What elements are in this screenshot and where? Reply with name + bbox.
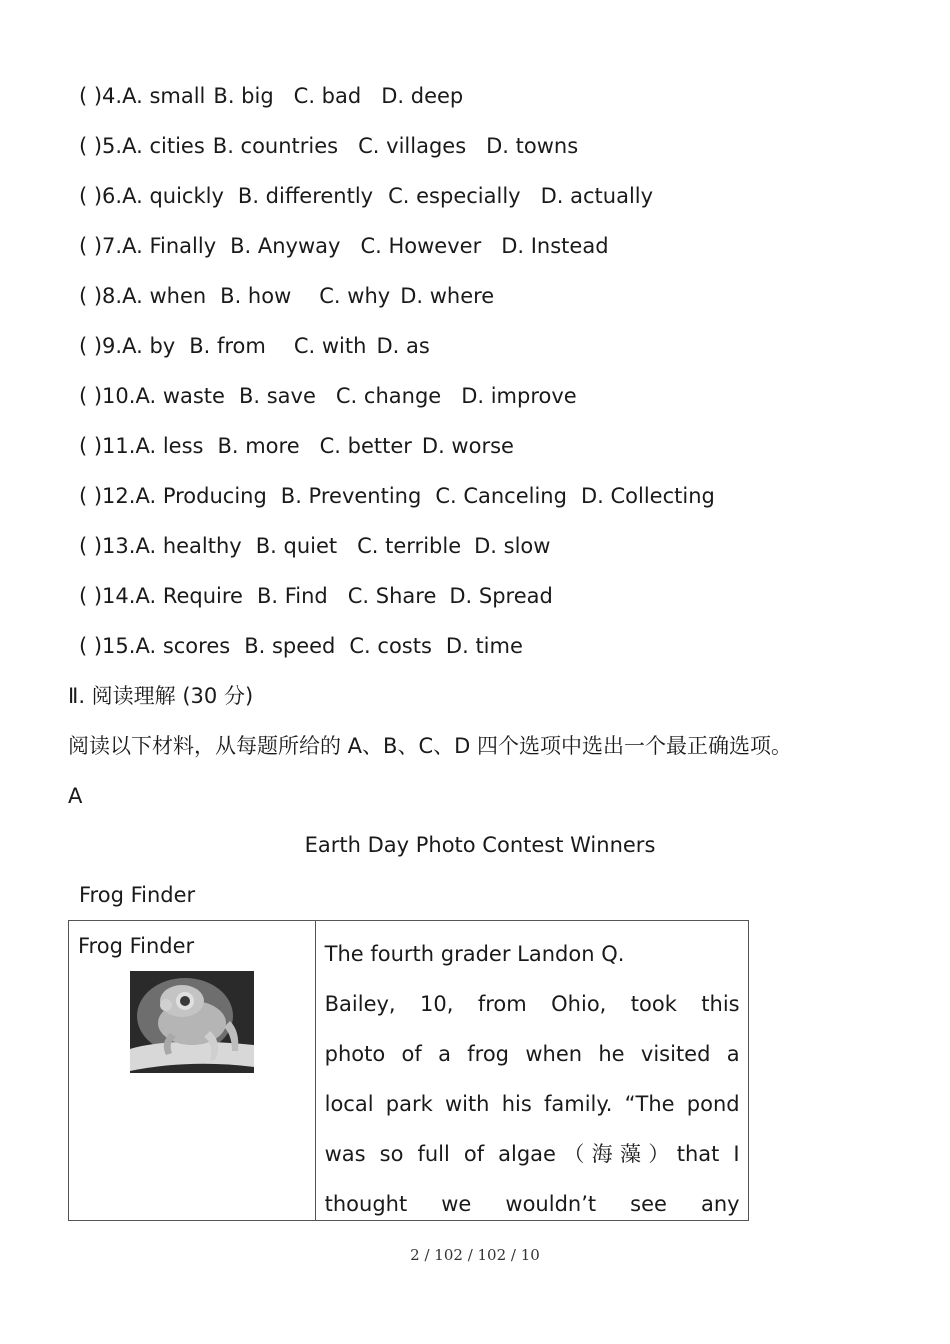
option-b: B. more — [217, 434, 300, 458]
frog-illustration — [130, 971, 254, 1073]
option-b: B. speed — [244, 634, 336, 658]
question-item — [79, 583, 553, 609]
description-line: was so full of algae（海藻）that I — [324, 1142, 740, 1166]
option-c: C. bad — [293, 84, 362, 108]
question-number: ( )9. — [79, 334, 123, 358]
description-line: photo of a frog when he visited a — [324, 1042, 740, 1066]
question-item — [79, 433, 514, 459]
option-b: B. from — [189, 334, 266, 358]
option-c: C. change — [335, 384, 442, 408]
option-d: D. worse — [421, 434, 514, 458]
option-a: A. by — [122, 334, 176, 358]
option-d: D. Instead — [501, 234, 609, 258]
option-d: D. time — [445, 634, 523, 658]
description-line: local park with his family. “The pond — [324, 1092, 740, 1116]
photo-table — [68, 920, 749, 1221]
option-a: A. waste — [135, 384, 225, 408]
option-b: B. how — [220, 284, 292, 308]
option-c: C. costs — [349, 634, 432, 658]
option-c: C. with — [293, 334, 367, 358]
option-a: A. less — [135, 434, 204, 458]
option-d: D. as — [376, 334, 430, 358]
option-d: D. slow — [474, 534, 551, 558]
frog-photo — [130, 971, 254, 1073]
option-a: A. scores — [135, 634, 231, 658]
passage-subtitle: Frog Finder — [79, 883, 196, 907]
option-b: B. Find — [256, 584, 328, 608]
option-d: D. where — [400, 284, 495, 308]
question-number: ( )6. — [79, 184, 123, 208]
description-line: The fourth grader Landon Q. — [324, 942, 625, 966]
passage-title: Earth Day Photo Contest Winners — [304, 833, 656, 857]
option-c: C. better — [319, 434, 412, 458]
question-number: ( )13. — [79, 534, 136, 558]
description-cell — [315, 921, 748, 1221]
question-number: ( )12. — [79, 484, 136, 508]
option-b: B. differently — [237, 184, 374, 208]
option-b: B. big — [213, 84, 274, 108]
question-item — [79, 483, 715, 509]
option-c: C. villages — [358, 134, 467, 158]
option-d: D. Collecting — [580, 484, 715, 508]
option-b: B. quiet — [255, 534, 338, 558]
question-number: ( )5. — [79, 134, 123, 158]
question-number: ( )10. — [79, 384, 136, 408]
option-d: D. towns — [486, 134, 579, 158]
description-line: thought we wouldn’t see any — [324, 1192, 740, 1216]
passage-label: A — [68, 784, 83, 808]
option-c: C. why — [319, 284, 391, 308]
option-c: C. Share — [347, 584, 437, 608]
question-number: ( )7. — [79, 234, 123, 258]
option-b: B. Preventing — [280, 484, 422, 508]
description-line: Bailey, 10, from Ohio, took this — [324, 992, 740, 1016]
question-number: ( )14. — [79, 584, 136, 608]
question-item — [79, 83, 463, 109]
option-d: D. improve — [461, 384, 577, 408]
option-a: A. small — [122, 84, 206, 108]
section-title: Ⅱ. 阅读理解 (30 分) — [68, 684, 254, 708]
instruction-text: 阅读以下材料，从每题所给的 A、B、C、D 四个选项中选出一个最正确选项。 — [68, 734, 792, 758]
photo-cell-title: Frog Finder — [78, 934, 195, 958]
question-item — [79, 533, 550, 559]
question-item — [79, 633, 523, 659]
question-number: ( )15. — [79, 634, 136, 658]
question-number: ( )4. — [79, 84, 123, 108]
question-item — [79, 333, 430, 359]
question-item — [79, 183, 653, 209]
option-b: B. Anyway — [230, 234, 341, 258]
option-a: A. cities — [122, 134, 205, 158]
description-text — [325, 929, 740, 1229]
option-a: A. quickly — [122, 184, 224, 208]
question-item — [79, 133, 578, 159]
option-c: C. especially — [388, 184, 521, 208]
question-number: ( )11. — [79, 434, 136, 458]
option-a: A. Producing — [135, 484, 267, 508]
option-a: A. healthy — [135, 534, 242, 558]
option-d: D. Spread — [449, 584, 553, 608]
question-item — [79, 383, 577, 409]
question-item — [79, 283, 494, 309]
option-c: C. Canceling — [435, 484, 567, 508]
option-a: A. when — [122, 284, 207, 308]
question-number: ( )8. — [79, 284, 123, 308]
option-c: C. However — [360, 234, 482, 258]
option-c: C. terrible — [357, 534, 462, 558]
page-footer: 2 / 102 / 102 / 10 — [410, 1246, 540, 1264]
option-a: A. Require — [135, 584, 243, 608]
option-d: D. deep — [381, 84, 464, 108]
question-item — [79, 233, 609, 259]
option-b: B. save — [238, 384, 316, 408]
option-b: B. countries — [212, 134, 339, 158]
option-d: D. actually — [540, 184, 654, 208]
photo-cell — [69, 921, 316, 1221]
option-a: A. Finally — [122, 234, 217, 258]
